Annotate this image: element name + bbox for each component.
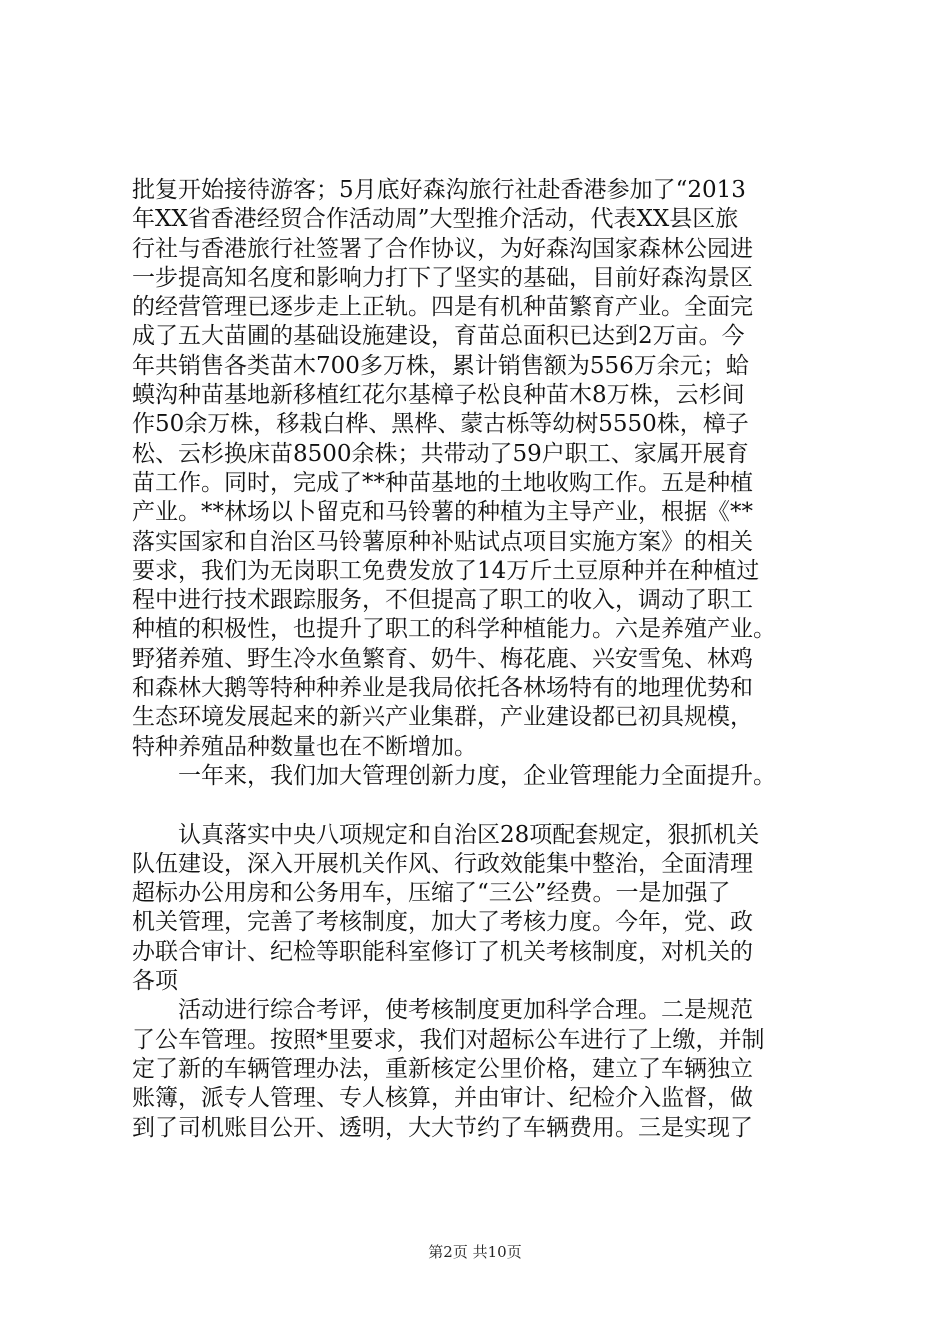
text-line: 程中进行技术跟踪服务，不但提高了职工的收入，调动了职工 [132,587,753,614]
text-line: 超标办公用房和公务用车，压缩了“三公”经费。一是加强了 [132,880,731,907]
text-line: 认真落实中央八项规定和自治区28项配套规定，狠抓机关 [178,821,760,848]
text-line: 和森林大鹅等特种种养业是我局依托各林场特有的地理优势和 [132,675,753,702]
text-line: 苗工作。同时，完成了**种苗基地的土地收购工作。五是种植 [132,469,753,496]
text-line: 各项 [132,968,178,995]
text-line: 年XX省香港经贸合作活动周”大型推介活动，代表XX县区旅 [132,206,739,233]
text-line: 特种养殖品种数量也在不断增加。 [132,733,477,760]
text-line: 成了五大苗圃的基础设施建设，育苗总面积已达到2万亩。今 [132,323,745,350]
text-line: 批复开始接待游客；5月底好森沟旅行社赴香港参加了“2013 [132,177,746,203]
text-line: 账簿，派专人管理、专人核算，并由审计、纪检介入监督，做 [132,1085,753,1112]
text-line: 作50余万株，移栽白桦、黑桦、蒙古栎等幼树5550株，樟子 [132,411,749,438]
text-line: 了公车管理。按照*里要求，我们对超标公车进行了上缴，并制 [132,1026,765,1053]
text-line: 办联合审计、纪检等职能科室修订了机关考核制度，对机关的 [132,938,753,965]
text-line: 野猪养殖、野生冷水鱼繁育、奶牛、梅花鹿、兴安雪兔、林鸡 [132,645,753,672]
paragraph-spacer [132,791,832,820]
text-line: 定了新的车辆管理办法，重新核定公里价格，建立了车辆独立 [132,1055,753,1082]
paragraph-4 [132,996,832,1142]
text-line: 到了司机账目公开、透明，大大节约了车辆费用。三是实现了 [132,1114,753,1141]
text-line: 年共销售各类苗木700多万株，累计销售额为556万余元；蛤 [132,352,749,379]
text-line: 队伍建设，深入开展机关作风、行政效能集中整治，全面清理 [132,850,753,877]
paragraph-3 [132,821,832,997]
text-line: 行社与香港旅行社签署了合作协议，为好森沟国家森林公园进 [132,235,753,262]
text-line: 产业。**林场以卜留克和马铃薯的种植为主导产业，根据《** [132,499,753,526]
text-line: 落实国家和自治区马铃薯原种补贴试点项目实施方案》的相关 [132,528,753,555]
text-line: 一步提高知名度和影响力打下了坚实的基础，目前好森沟景区 [132,264,753,291]
text-line: 松、云杉换床苗8500余株；共带动了59户职工、家属开展育 [132,440,749,467]
text-line: 蟆沟种苗基地新移植红花尔基樟子松良种苗木8万株，云杉间 [132,382,745,409]
text-line: 机关管理，完善了考核制度，加大了考核力度。今年，党、政 [132,909,753,936]
document-body [132,176,832,1143]
text-line: 生态环境发展起来的新兴产业集群，产业建设都已初具规模， [132,704,753,731]
paragraph-2-line: 一年来，我们加大管理创新力度，企业管理能力全面提升。 [178,762,776,789]
text-line: 种植的积极性，也提升了职工的科学种植能力。六是养殖产业。 [132,616,776,643]
text-line: 的经营管理已逐步走上正轨。四是有机种苗繁育产业。全面完 [132,294,753,321]
text-line: 要求，我们为无岗职工免费发放了14万斤土豆原种并在种植过 [132,557,760,584]
text-line: 活动进行综合考评，使考核制度更加科学合理。二是规范 [178,997,753,1024]
page-footer: 第2页 共10页 [428,1243,522,1261]
paragraph-1 [132,176,832,762]
